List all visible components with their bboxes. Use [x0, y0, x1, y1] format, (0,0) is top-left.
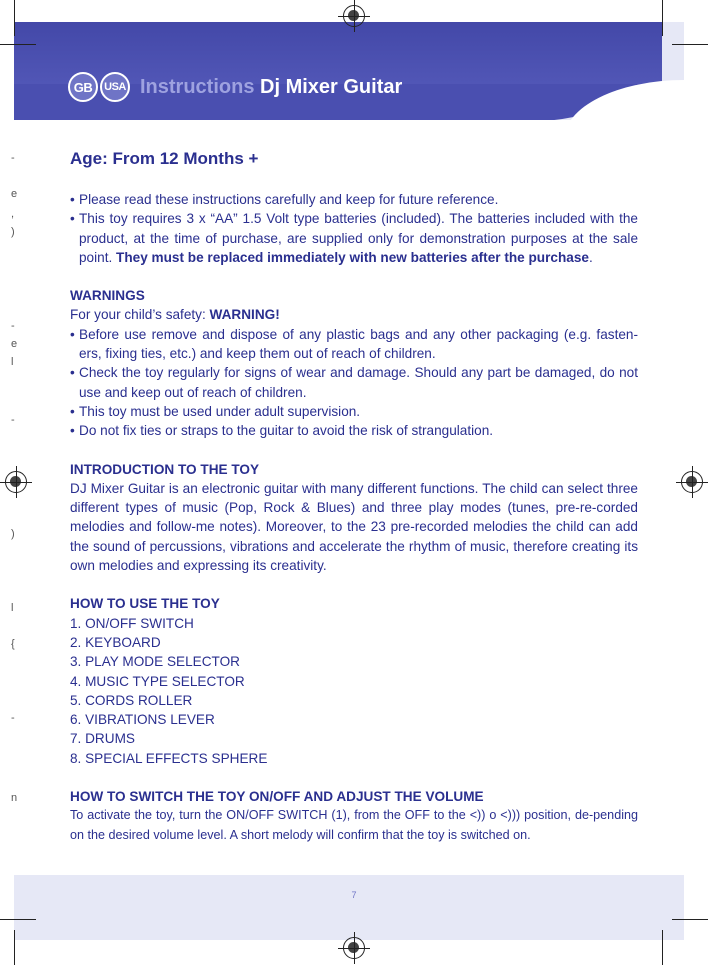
introduction-text: DJ Mixer Guitar is an electronic guitar with many different functions. The child can select three different types of music (Pop, Rock & Blues) and three play modes (tunes, pre-re-corded melodies and follow-me notes). Moreover, to the 23 pre-recorded melodies the child can add the sound of percussions, vibrations and accelerate the rhythm of music, therefore creating its own melodies and expressing its creativity.: [70, 480, 638, 574]
margin-artifact: ): [11, 528, 15, 540]
registration-mark-icon: [343, 5, 365, 27]
warning-bullet: • Before use remove and dispose of any plastic bags and any other packaging (e.g. fasten-ers, fixing ties, etc.) and keep them out of reach of children.: [70, 326, 638, 362]
warning-bullet: • Do not fix ties or straps to the guitar to avoid the risk of strangulation.: [70, 423, 494, 439]
list-item: 6. VIBRATIONS LEVER: [70, 712, 215, 728]
margin-artifact: {: [11, 638, 15, 650]
warnings-heading: WARNINGS: [70, 288, 145, 304]
registration-mark-icon: [681, 471, 703, 493]
list-item: 8. SPECIAL EFFECTS SPHERE: [70, 750, 268, 766]
crop-mark: [662, 0, 663, 36]
margin-artifact: -: [11, 414, 15, 426]
title-instructions: Instructions: [140, 75, 255, 98]
crop-mark: [0, 44, 36, 45]
intro-bullet: • This toy requires 3 x “AA” 1.5 Volt type batteries (included). The batteries included with the product, at the time of purchase, are supplied only for demonstration purposes at the sale point. They must be replaced immediately with new batteries after the purchase.: [70, 211, 638, 265]
switch-heading: HOW TO SWITCH THE TOY ON/OFF AND ADJUST THE VOLUME: [70, 789, 484, 805]
list-item: 3. PLAY MODE SELECTOR: [70, 654, 240, 670]
warning-bullet: • Check the toy regularly for signs of wear and damage. Should any part be damaged, do not use and keep out of reach of children.: [70, 365, 638, 400]
age-heading: Age: From 12 Months +: [70, 149, 259, 168]
crop-mark: [672, 919, 708, 920]
registration-mark-icon: [5, 471, 27, 493]
bullet-icon: •: [70, 192, 75, 207]
margin-artifact: l: [11, 356, 14, 368]
warning-bullet: • This toy must be used under adult supervision.: [70, 403, 361, 419]
page-number: 7: [351, 890, 357, 900]
list-item: 1. ON/OFF SWITCH: [70, 615, 194, 631]
margin-artifact: -: [11, 152, 15, 164]
crop-mark: [662, 930, 663, 965]
margin-artifact: n: [11, 792, 18, 804]
header-title: [68, 70, 402, 104]
battery-warning-bold: They must be replaced immediately with new batteries after the purchase: [116, 249, 589, 265]
safety-line: For your child’s safety: WARNING!: [70, 307, 280, 323]
margin-artifact: e: [11, 188, 18, 200]
margin-artifact: -: [11, 712, 15, 724]
margin-artifact: ): [11, 226, 15, 238]
crop-mark: [0, 919, 36, 920]
list-item: 5. CORDS ROLLER: [70, 692, 193, 708]
crop-mark: [672, 44, 708, 45]
list-item: 4. MUSIC TYPE SELECTOR: [70, 673, 245, 689]
title-product: Dj Mixer Guitar: [260, 75, 403, 98]
document-title: [140, 76, 402, 99]
intro-bullet: • Please read these instructions carefully and keep for future reference.: [70, 190, 638, 209]
margin-artifact: -: [11, 320, 15, 332]
bullet-icon: •: [70, 211, 75, 227]
registration-mark-icon: [343, 937, 365, 959]
margin-artifact: e: [11, 338, 18, 350]
how-to-use-heading: HOW TO USE THE TOY: [70, 596, 220, 612]
document-body: [70, 146, 638, 845]
list-item: 2. KEYBOARD: [70, 634, 161, 650]
margin-artifact: l: [11, 602, 14, 614]
switch-text: To activate the toy, turn the ON/OFF SWITCH (1), from the OFF to the <)) o <))) position, de-pending on the desired volume level. A short melody will confirm that the toy is switched on.: [70, 808, 638, 842]
usa-badge: USA: [100, 72, 130, 102]
crop-mark: [14, 0, 15, 36]
crop-mark: [14, 930, 15, 965]
gb-badge: GB: [68, 72, 98, 102]
introduction-heading: INTRODUCTION TO THE TOY: [70, 461, 260, 477]
margin-artifact: ,: [11, 208, 15, 220]
list-item: 7. DRUMS: [70, 731, 135, 747]
